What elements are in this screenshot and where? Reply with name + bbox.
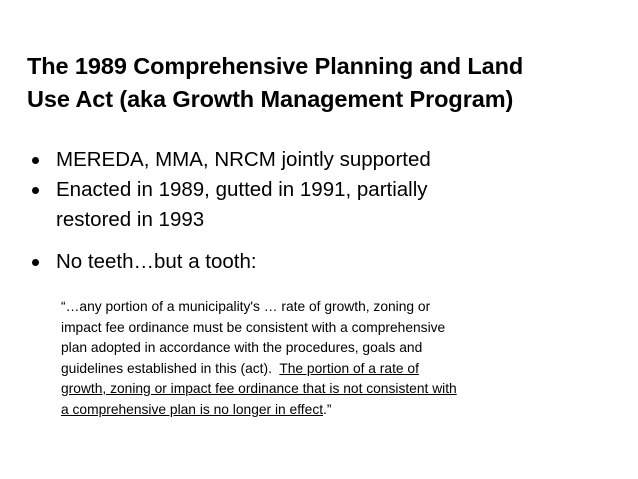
bullet-item — [32, 175, 622, 235]
quote-underlined-text: The portion of a rate of — [279, 360, 419, 376]
bullet-item — [32, 247, 622, 277]
quote-line: “…any portion of a municipality's … rate of growth, zoning or — [61, 299, 431, 314]
quote-line: plan adopted in accordance with the procedures, goals and — [61, 340, 423, 355]
quote-line: impact fee ordinance must be consistent with a comprehensive — [61, 319, 446, 335]
bullet-dot-icon — [32, 259, 39, 266]
quote-line — [61, 400, 621, 421]
bullet-text: MEREDA, MMA, NRCM jointly supported — [56, 148, 431, 171]
statute-quote — [61, 297, 621, 420]
slide-title — [27, 50, 627, 116]
bullet-text: restored in 1993 — [56, 208, 205, 231]
title-line-2: Use Act (aka Growth Management Program) — [27, 86, 514, 112]
quote-line — [61, 359, 621, 380]
bullet-dot-icon — [32, 157, 39, 164]
quote-underlined-text: a comprehensive plan is no longer in effect — [61, 401, 324, 417]
bullet-text: Enacted in 1989, gutted in 1991, partially — [56, 178, 428, 201]
bullet-item — [32, 145, 622, 175]
bullet-list — [32, 145, 622, 277]
quote-text: .” — [323, 401, 332, 417]
bullet-dot-icon — [32, 187, 39, 194]
bullet-text: No teeth…but a tooth: — [56, 250, 257, 273]
title-line-1: The 1989 Comprehensive Planning and Land — [27, 53, 524, 79]
quote-text: guidelines established in this (act). — [61, 360, 280, 376]
quote-underlined-line: growth, zoning or impact fee ordinance that is not consistent with — [61, 381, 457, 396]
